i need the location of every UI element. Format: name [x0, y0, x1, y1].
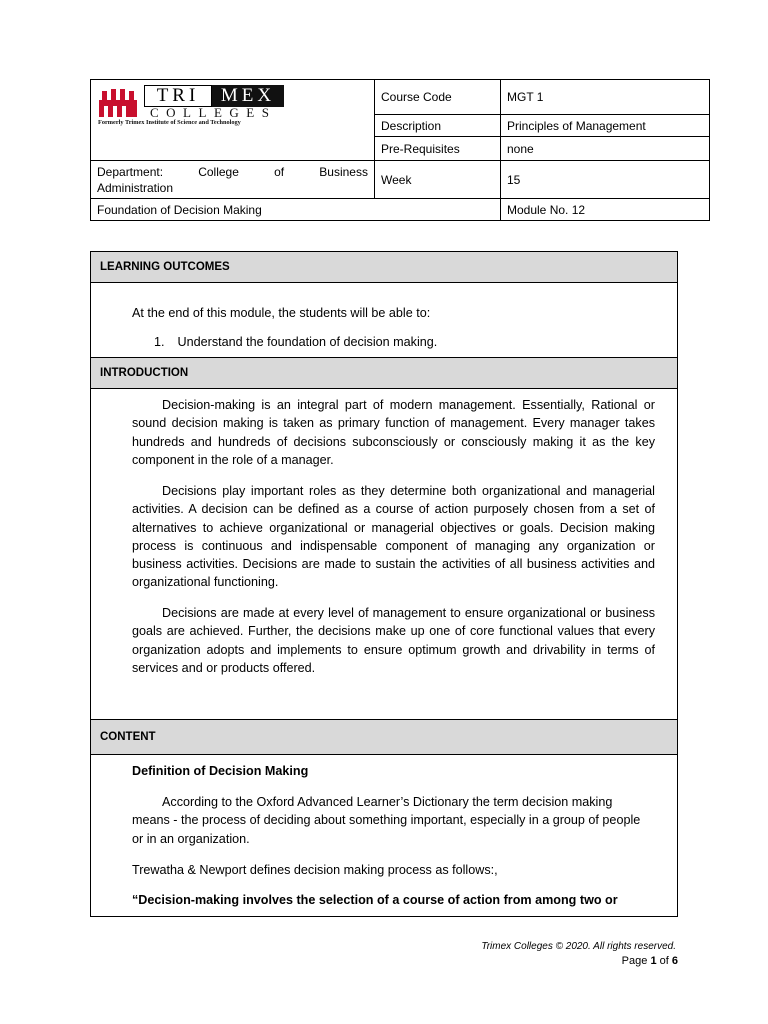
course-code-label: Course Code: [375, 80, 501, 115]
learning-outcomes-heading: LEARNING OUTCOMES: [91, 252, 677, 282]
content-subheading: Definition of Decision Making: [132, 764, 309, 778]
week-value: 15: [501, 161, 710, 199]
module-title: Foundation of Decision Making: [91, 199, 501, 221]
intro-paragraph-1: Decision-making is an integral part of modern management. Essentially, Rational or sound decision making is taken as primary function of management. Every manager takes hundreds and hundreds of decisions subconsciously or consciously making it as the key component in the role of a manager.: [132, 398, 655, 467]
intro-paragraph-2: Decisions play important roles as they determine both organizational and managerial activities. A decision can be defined as a course of action purposely chosen from a set of alternatives to achieve organizational or managerial objectives or goals. Decision making process is continuous and indispensable component of managing any organization or business activities. Decisions are made to sustain the activities of all business activities and organizational functioning.: [132, 484, 655, 590]
content-heading: CONTENT: [91, 720, 677, 754]
list-number: 1.: [154, 335, 165, 349]
introduction-heading: INTRODUCTION: [91, 358, 677, 388]
course-code-value: MGT 1: [501, 80, 710, 115]
description-label: Description: [375, 115, 501, 137]
list-text: Understand the foundation of decision making.: [177, 335, 438, 349]
logo-brand-right: MEX: [212, 85, 284, 107]
department-label: Department:: [97, 164, 164, 179]
description-value: Principles of Management: [501, 115, 710, 137]
learning-outcomes-intro: At the end of this module, the students will be able to:: [132, 306, 431, 320]
logo-tagline: Formerly Trimex Institute of Science and Technology: [98, 119, 241, 126]
prerequisites-label: Pre-Requisites: [375, 137, 501, 161]
content-quote: “Decision-making involves the selection of a course of action from among two or: [132, 893, 618, 907]
logo-subtitle: COLLEGES: [150, 105, 277, 120]
content-paragraph-1: According to the Oxford Advanced Learner’s Dictionary the term decision making means - the process of deciding about something important, especially in a group of people or in an organization.: [132, 795, 641, 846]
department-word: College: [198, 164, 239, 179]
trimex-logo: [98, 84, 298, 128]
footer-copyright: Trimex Colleges © 2020. All rights reserved.: [481, 941, 676, 952]
page-of-word: of: [659, 955, 669, 967]
module-content-box: [90, 251, 678, 917]
prerequisites-value: none: [501, 137, 710, 161]
building-icon: [98, 88, 138, 118]
week-label: Week: [375, 161, 501, 199]
logo-brand-left: TRI: [144, 85, 212, 107]
page-total: 6: [671, 955, 678, 967]
department-line2: Administration: [97, 180, 174, 195]
course-header-table: [90, 79, 710, 221]
page-word: Page: [621, 955, 648, 967]
intro-paragraph-3: Decisions are made at every level of management to ensure organizational or business goals are achieved. Further, the decisions make up one of core functional values that every organization adopts and implements to ensure optimum growth and drivability in terms of services and or products offered.: [132, 606, 655, 675]
learning-outcome-item: [154, 333, 677, 351]
department-cell: [91, 161, 375, 199]
department-word: of: [274, 164, 285, 179]
logo-cell: [91, 80, 375, 161]
page-number: [622, 955, 678, 967]
department-word: Business: [319, 164, 368, 179]
module-number: Module No. 12: [501, 199, 710, 221]
content-paragraph-2: Trewatha & Newport defines decision making process as follows:,: [132, 863, 498, 877]
page-current: 1: [650, 955, 657, 967]
